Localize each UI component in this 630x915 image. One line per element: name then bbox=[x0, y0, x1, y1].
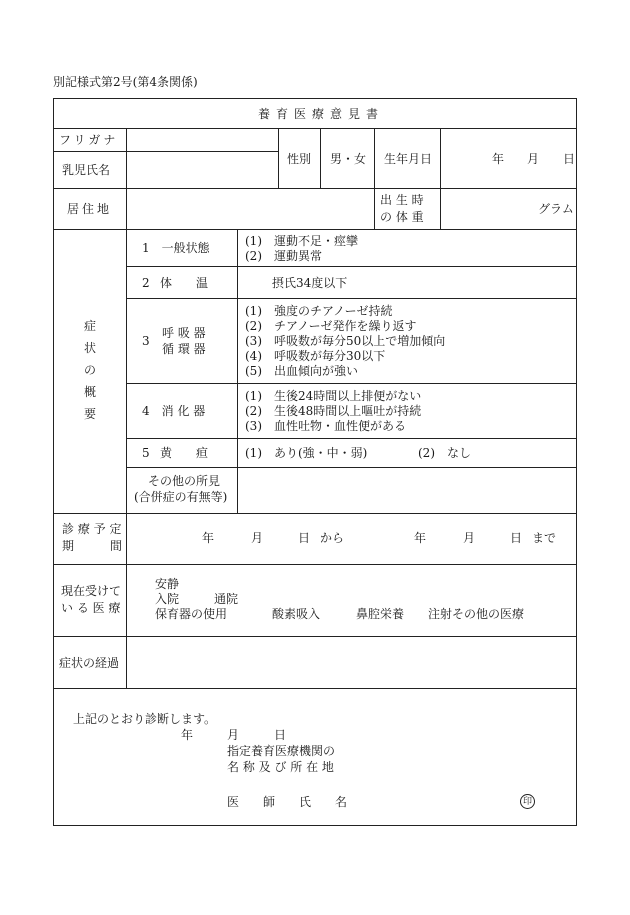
form-number: 別記様式第2号(第4条関係) bbox=[53, 75, 198, 89]
birth-weight-label-1: 出 生 時 bbox=[380, 193, 424, 207]
sex-right-divider bbox=[320, 128, 321, 188]
address-label: 居住地 bbox=[67, 202, 113, 216]
treatment-injection-other: 注射その他の医療 bbox=[428, 607, 525, 621]
treatment-rest: 安静 bbox=[155, 577, 180, 591]
digestive-item: (2) 生後48時間以上嘔吐が持続 bbox=[245, 404, 422, 418]
period-label-2: 期 間 bbox=[62, 539, 123, 553]
symptoms-divider bbox=[53, 513, 577, 514]
birth-day-unit: 日 bbox=[563, 152, 576, 166]
declaration-text: 上記のとおり診断します。 bbox=[73, 712, 217, 726]
institution-label-1: 指定養育医療機関の bbox=[227, 744, 336, 758]
period-end-day-unit: 日 bbox=[510, 531, 523, 545]
birth-weight-label-2: の 体 重 bbox=[380, 210, 424, 224]
seal-mark: 印 bbox=[520, 794, 535, 809]
symptoms-label-char: 状 bbox=[84, 341, 97, 355]
symptom-item-divider bbox=[237, 229, 238, 513]
jaundice-item: (1) あり(強・中・弱) bbox=[245, 446, 368, 460]
birth-value-divider bbox=[440, 128, 441, 229]
title-divider bbox=[53, 128, 577, 129]
temperature-row-divider bbox=[126, 298, 577, 299]
doctor-name-label: 医 師 氏 名 bbox=[227, 795, 348, 809]
current-treatment-label-1: 現在受けて bbox=[61, 584, 122, 598]
respiratory-row-divider bbox=[126, 383, 577, 384]
furigana-divider bbox=[53, 151, 278, 152]
other-findings-sublabel: (合併症の有無等) bbox=[134, 490, 228, 504]
respiratory-item: (3) 呼吸数が毎分50以上で増加傾向 bbox=[245, 334, 446, 348]
treatment-oxygen: 酸素吸入 bbox=[272, 607, 321, 621]
name-row-divider bbox=[53, 188, 577, 189]
jaundice-item: (2) なし bbox=[418, 446, 471, 460]
label-column-divider bbox=[126, 128, 127, 688]
furigana-label: フリガナ bbox=[59, 133, 119, 147]
period-end-year-unit: 年 bbox=[414, 531, 427, 545]
period-label-1: 診 療 予 定 bbox=[62, 522, 122, 536]
symptoms-label-char: の bbox=[84, 363, 97, 377]
other-findings-label: その他の所見 bbox=[148, 474, 221, 488]
general-item: (2) 運動異常 bbox=[245, 249, 322, 263]
infant-name-label: 乳児氏名 bbox=[62, 163, 111, 177]
birth-year-unit: 年 bbox=[492, 152, 505, 166]
birth-month-unit: 月 bbox=[527, 152, 540, 166]
treatment-incubator: 保育器の使用 bbox=[155, 607, 228, 621]
general-state-label: 1 一般状態 bbox=[142, 241, 210, 255]
jaundice-row-divider bbox=[126, 467, 577, 468]
period-until: まで bbox=[532, 531, 557, 545]
respiratory-item: (5) 出血傾向が強い bbox=[245, 364, 358, 378]
birth-date-label: 生年月日 bbox=[384, 152, 433, 166]
period-end-month-unit: 月 bbox=[463, 531, 476, 545]
period-from: から bbox=[320, 531, 345, 545]
current-treatment-label-2: い る 医 療 bbox=[61, 601, 121, 615]
declaration-year-unit: 年 bbox=[181, 728, 194, 742]
symptoms-label-char: 症 bbox=[84, 319, 97, 333]
temperature-label: 体 温 bbox=[160, 276, 209, 290]
jaundice-label: 黄 疸 bbox=[160, 446, 209, 460]
treatment-nasal-feeding: 鼻腔栄養 bbox=[356, 607, 405, 621]
general-row-divider bbox=[126, 266, 577, 267]
address-row-divider bbox=[53, 229, 577, 230]
birth-label-left-divider bbox=[374, 128, 375, 229]
declaration-day-unit: 日 bbox=[274, 728, 287, 742]
period-month-unit: 月 bbox=[251, 531, 264, 545]
digestive-row-divider bbox=[126, 438, 577, 439]
jaundice-num: 5 bbox=[142, 446, 150, 460]
treatment-inpatient: 入院 bbox=[155, 592, 180, 606]
digestive-label: 4 消 化 器 bbox=[142, 404, 206, 418]
circulatory-label: 循 環 器 bbox=[162, 342, 206, 356]
period-year-unit: 年 bbox=[202, 531, 215, 545]
treatment-outpatient: 通院 bbox=[214, 592, 239, 606]
sex-options: 男・女 bbox=[330, 152, 367, 166]
period-divider bbox=[53, 564, 577, 565]
digestive-item: (3) 血性吐物・血性便がある bbox=[245, 419, 406, 433]
temperature-num: 2 bbox=[142, 276, 150, 290]
respiratory-item: (2) チアノーゼ発作を繰り返す bbox=[245, 319, 417, 333]
respiratory-num: 3 bbox=[142, 334, 150, 348]
sex-left-divider bbox=[278, 128, 279, 188]
digestive-item: (1) 生後24時間以上排便がない bbox=[245, 389, 422, 403]
temperature-item: 摂氏34度以下 bbox=[272, 276, 348, 290]
period-day-unit: 日 bbox=[298, 531, 311, 545]
declaration-month-unit: 月 bbox=[227, 728, 240, 742]
respiratory-label: 呼 吸 器 bbox=[162, 326, 206, 340]
respiratory-item: (1) 強度のチアノーゼ持続 bbox=[245, 304, 393, 318]
symptoms-label-char: 要 bbox=[84, 407, 97, 421]
gram-unit: グラム bbox=[538, 202, 574, 216]
sex-label: 性別 bbox=[287, 152, 312, 166]
progress-label: 症状の経過 bbox=[59, 656, 120, 670]
general-item: (1) 運動不足・痙攣 bbox=[245, 234, 358, 248]
institution-label-2: 名 称 及 び 所 在 地 bbox=[227, 760, 334, 774]
symptoms-label-char: 概 bbox=[84, 385, 97, 399]
treatment-divider bbox=[53, 636, 577, 637]
respiratory-item: (4) 呼吸数が毎分30以下 bbox=[245, 349, 386, 363]
form-title: 養育医療意見書 bbox=[258, 107, 385, 121]
progress-divider bbox=[53, 688, 577, 689]
